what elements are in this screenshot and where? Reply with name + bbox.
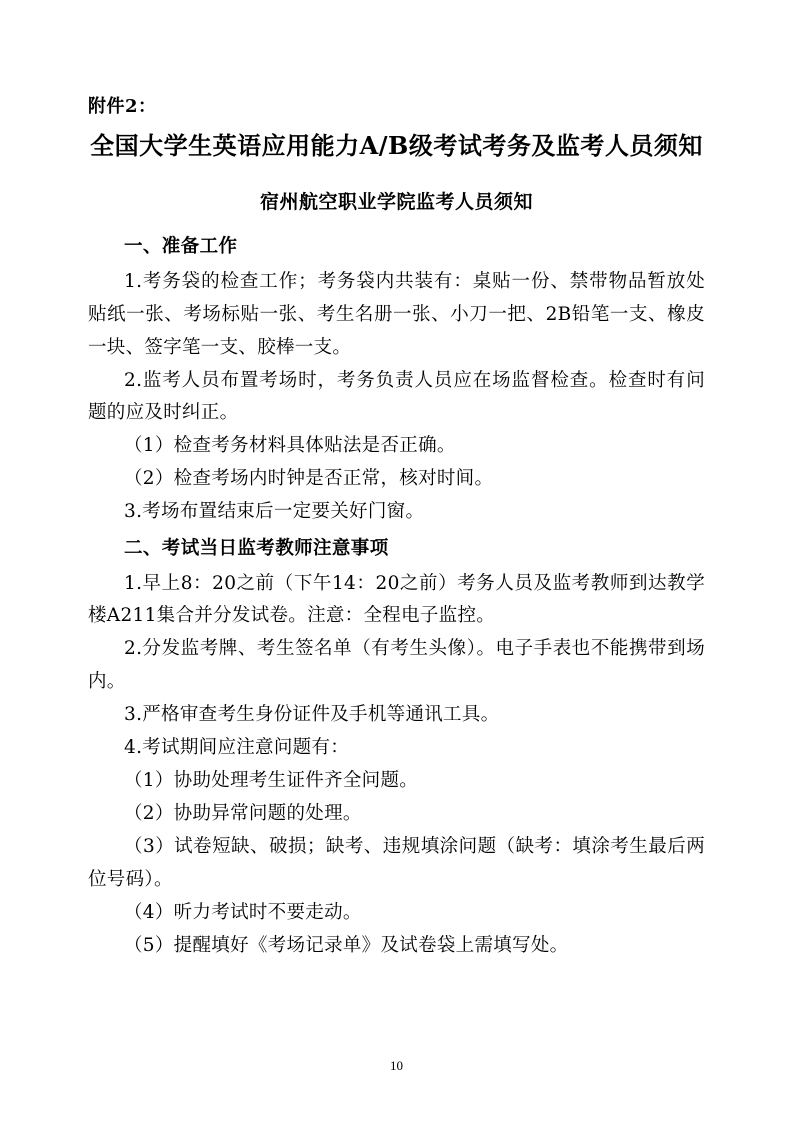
section-heading-preparation: 一、准备工作 — [124, 236, 238, 258]
paragraph: 1.考务袋的检查工作；考务袋内共装有：桌贴一份、禁带物品暂放处贴纸一张、考场标贴一张、考生名册一张、小刀一把、2B铅笔一支、橡皮一块、签字笔一支、胶棒一支。 — [88, 270, 705, 358]
paragraph: （2）检查考场内时钟是否正常，核对时间。 — [124, 468, 494, 490]
page-title: 全国大学生英语应用能力A/B级考试考务及监考人员须知 — [90, 131, 703, 161]
paragraph: （3）试卷短缺、破损；缺考、违规填涂问题（缺考：填涂考生最后两位号码）。 — [88, 835, 705, 890]
paragraph: 1.早上8：20之前（下午14：20之前）考务人员及监考教师到达教学楼A211集合并分发试卷。注意：全程电子监控。 — [88, 572, 705, 627]
paragraph: 2.分发监考牌、考生签名单（有考生头像）。电子手表也不能携带到场内。 — [88, 638, 705, 693]
document-subtitle: 宿州航空职业学院监考人员须知 — [259, 190, 533, 213]
page-number: 10 — [390, 1058, 403, 1073]
section-heading-exam-day: 二、考试当日监考教师注意事项 — [124, 538, 389, 560]
paragraph: （2）协助异常问题的处理。 — [124, 802, 362, 824]
paragraph: （1）协助处理考生证件齐全问题。 — [124, 770, 419, 792]
paragraph: 2.监考人员布置考场时，考务负责人员应在场监督检查。检查时有问题的应及时纠正。 — [88, 369, 705, 424]
paragraph: 3.考场布置结束后一定要关好门窗。 — [124, 501, 425, 523]
attachment-label: 附件2： — [88, 96, 157, 117]
paragraph: （4）听力考试时不要走动。 — [124, 901, 362, 923]
paragraph: 3.严格审查考生身份证件及手机等通讯工具。 — [124, 704, 500, 726]
paragraph: （5）提醒填好《考场记录单》及试卷袋上需填写处。 — [124, 934, 569, 956]
paragraph: （1）检查考务材料具体贴法是否正确。 — [124, 435, 456, 457]
paragraph: 4.考试期间应注意问题有： — [124, 737, 350, 759]
